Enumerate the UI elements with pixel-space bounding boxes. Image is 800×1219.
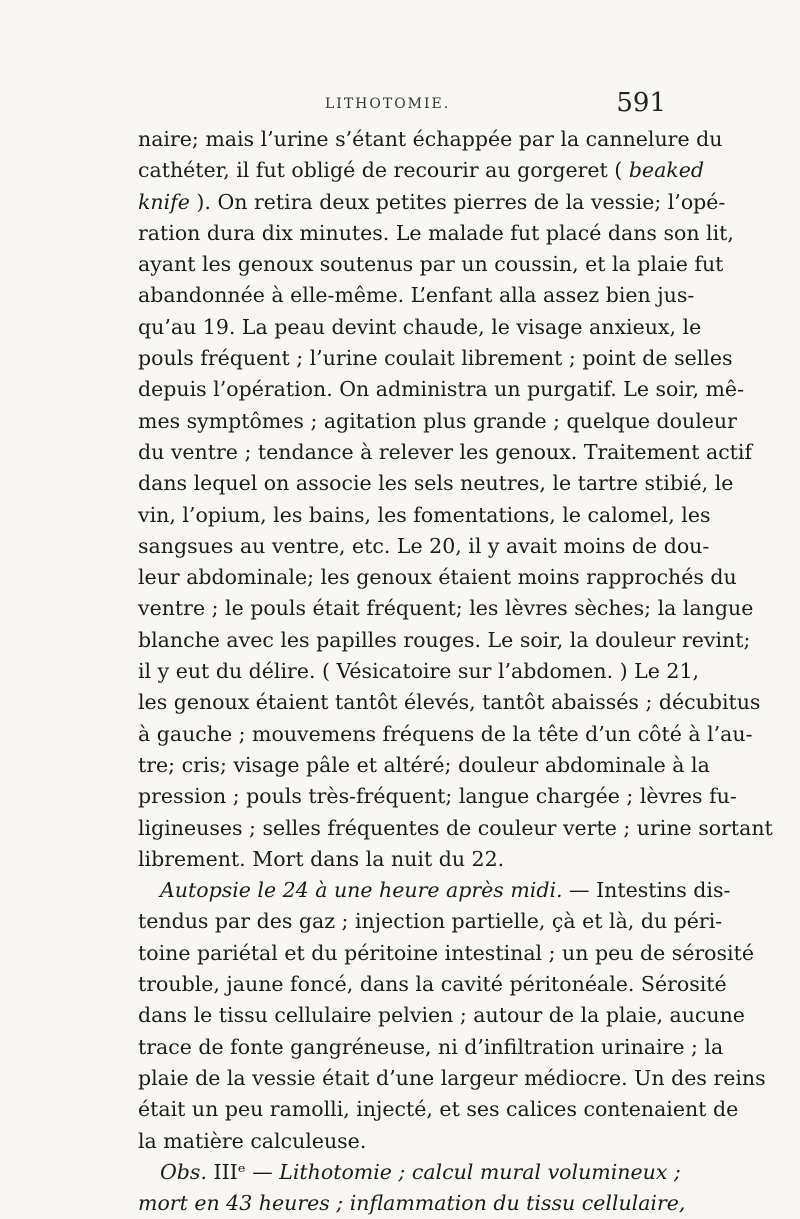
text-segment: IIIᵉ — — [206, 1159, 280, 1184]
text-line — [138, 124, 723, 155]
text-line — [138, 1094, 739, 1125]
text-line — [138, 406, 737, 437]
text-line — [138, 844, 674, 875]
text-line — [138, 687, 761, 718]
text-segment: dans le tissu cellulaire pelvien ; autour de la plaie, aucune — [138, 1003, 745, 1028]
text-segment: abandonnée à elle-même. L’enfant alla assez bien jus- — [138, 283, 695, 308]
text-line — [138, 562, 737, 593]
text-line — [138, 343, 733, 374]
text-segment: plaie de la vessie était d’une largeur médiocre. Un des reins — [138, 1065, 766, 1090]
text-segment: toine pariétal et du péritoine intestinal ; un peu de sérosité — [138, 940, 754, 965]
text-segment: du ventre ; tendance à relever les genoux. Traitement actif — [138, 439, 753, 464]
paragraph — [138, 124, 773, 875]
text-segment: ration dura dix minutes. Le malade fut placé dans son lit, — [138, 220, 734, 245]
text-segment: naire; mais l’urine s’étant échappée par la cannelure du — [138, 127, 723, 151]
paragraph — [138, 1157, 686, 1219]
text-segment: les genoux étaient tantôt élevés, tantôt abaissés ; décubitus — [138, 690, 761, 715]
text-segment: ligineuses ; selles fréquentes de couleur verte ; urine sortant — [138, 815, 773, 840]
text-segment: leur abdominale; les genoux étaient moins rapprochés du — [138, 565, 737, 590]
text-segment: tre; cris; visage pâle et altéré; douleur abdominale à la — [138, 752, 710, 777]
running-head: LITHOTOMIE. — [325, 96, 451, 112]
text-segment: blanche avec les papilles rouges. Le soir, la douleur revint; — [138, 627, 751, 652]
text-line — [138, 1188, 686, 1219]
text-line — [138, 656, 700, 687]
text-segment: ventre ; le pouls était fréquent; les lèvres sèches; la langue — [138, 596, 754, 621]
text-line — [138, 249, 724, 280]
text-segment: il y eut du délire. ( Vésicatoire sur l’abdomen. ) Le 21, — [138, 659, 700, 684]
text-line — [138, 906, 723, 937]
text-segment: — Intestins dis- — [562, 878, 731, 903]
text-segment: depuis l’opération. On administra un purgatif. Le soir, mê- — [138, 377, 744, 402]
text-line — [138, 781, 737, 812]
text-segment: librement. Mort dans la nuit du 22. — [138, 846, 505, 871]
text-line — [138, 625, 751, 656]
text-segment: trouble, jaune foncé, dans la cavité péritonéale. Sérosité — [138, 972, 727, 997]
text-line — [138, 500, 711, 531]
paragraph — [138, 875, 766, 1157]
text-line — [138, 1032, 724, 1063]
text-segment: la matière calculeuse. — [138, 1128, 367, 1153]
text-segment: ). On retira deux petites pierres de la vessie; l’opé- — [189, 189, 726, 214]
text-segment: sangsues au ventre, etc. Le 20, il y avait moins de dou- — [138, 533, 710, 558]
text-line — [138, 187, 726, 218]
italic-segment: Autopsie le 24 à une heure après midi. — [160, 878, 563, 903]
text-line — [138, 813, 773, 844]
page-header — [140, 88, 670, 128]
text-segment: pouls fréquent ; l’urine coulait librement ; point de selles — [138, 346, 733, 371]
text-line — [138, 1126, 674, 1157]
text-segment: qu’au 19. La peau devint chaude, le visage anxieux, le — [138, 314, 702, 339]
text-line — [138, 218, 734, 249]
text-line — [138, 531, 710, 562]
text-segment: pression ; pouls très-fréquent; langue chargée ; lèvres fu- — [138, 784, 737, 809]
text-line — [138, 312, 702, 343]
text-segment: vin, l’opium, les bains, les fomentations, le calomel, les — [138, 502, 711, 527]
text-line — [138, 468, 734, 499]
text-line — [138, 593, 754, 624]
text-line — [138, 719, 753, 750]
text-line — [138, 1157, 681, 1188]
text-segment: dans lequel on associe les sels neutres, le tartre stibié, le — [138, 471, 734, 496]
page-number: 591 — [616, 88, 666, 118]
text-segment: était un peu ramolli, injecté, et ses calices contenaient de — [138, 1097, 739, 1122]
italic-segment: Lithotomie ; calcul mural volumineux ; — [279, 1159, 681, 1184]
text-segment: tendus par des gaz ; injection partielle, çà et là, du péri- — [138, 909, 723, 934]
italic-segment: knife — [138, 189, 190, 214]
text-line — [138, 969, 727, 1000]
body-text — [138, 124, 773, 1219]
text-line — [138, 437, 753, 468]
text-line — [138, 1000, 745, 1031]
text-segment: cathéter, il fut obligé de recourir au gorgeret ( — [138, 158, 629, 183]
text-segment: ayant les genoux soutenus par un coussin, et la plaie fut — [138, 252, 724, 277]
italic-segment: mort en 43 heures ; inflammation du tissu cellulaire, — [138, 1191, 686, 1216]
text-line — [138, 875, 731, 906]
text-segment: à gauche ; mouvemens fréquens de la tête d’un côté à l’au- — [138, 721, 753, 746]
text-line — [138, 938, 754, 969]
italic-segment: Obs. — [160, 1159, 207, 1184]
text-line — [138, 1063, 766, 1094]
italic-segment: beaked — [628, 158, 704, 183]
text-line — [138, 155, 704, 186]
text-line — [138, 280, 695, 311]
text-segment: mes symptômes ; agitation plus grande ; quelque douleur — [138, 408, 737, 433]
text-line — [138, 374, 744, 405]
text-line — [138, 750, 710, 781]
text-segment: trace de fonte gangréneuse, ni d’infiltration urinaire ; la — [138, 1034, 724, 1059]
